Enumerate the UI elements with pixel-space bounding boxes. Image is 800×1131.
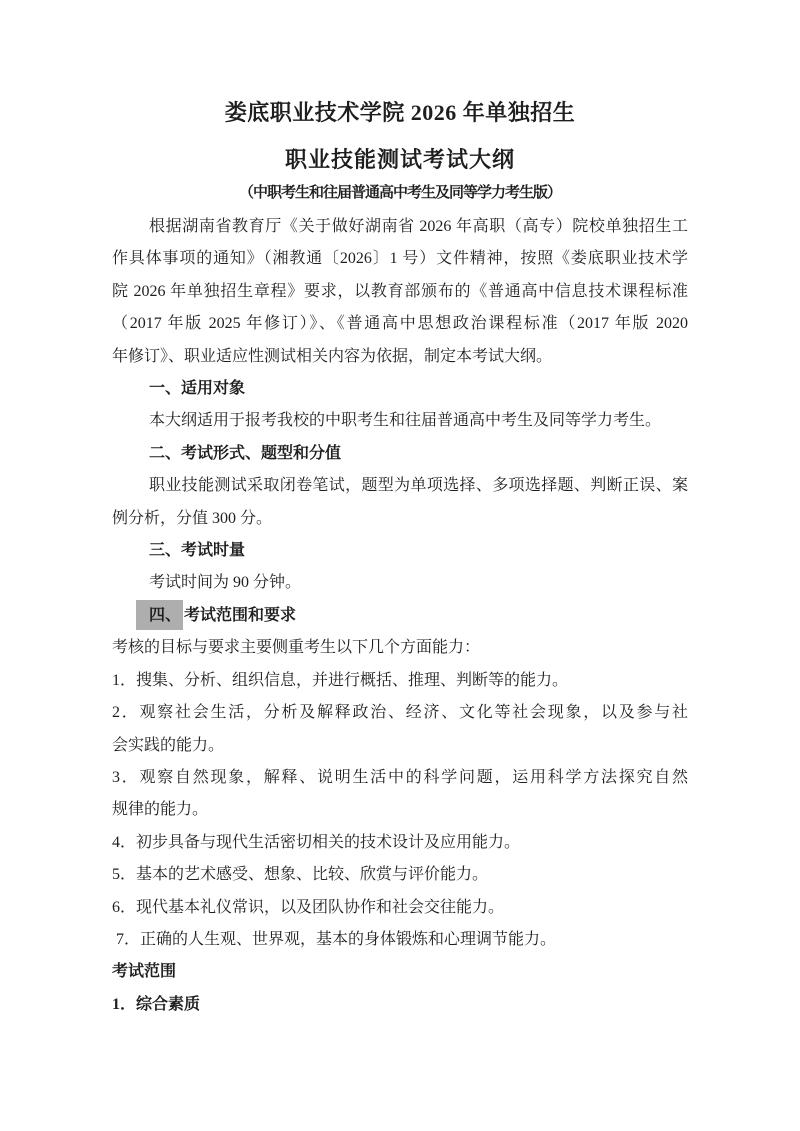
page-title-line1: 娄底职业技术学院 2026 年单独招生 bbox=[224, 100, 576, 125]
section-heading-3: 三、考试时量 bbox=[149, 542, 246, 560]
requirements-intro: 考核的目标与要求主要侧重考生以下几个方面能力： bbox=[112, 639, 481, 657]
intro-paragraph-line: 作具体事项的通知》（湘教通〔2026〕1 号）文件精神，按照《娄底职业技术学 bbox=[112, 250, 688, 268]
section-heading-2: 二、考试形式、题型和分值 bbox=[149, 444, 342, 462]
section-2-paragraph-line: 职业技能测试采取闭卷笔试，题型为单项选择、多项选择题、判断正误、案 bbox=[149, 477, 688, 495]
intro-paragraph-line: （2017 年版 2025 年修订）》、《普通高中思想政治课程标准（2017 年版 2020 bbox=[112, 315, 688, 333]
ability-item-2-line: 2．观察社会生活，分析及解释政治、经济、文化等社会现象，以及参与社 bbox=[112, 704, 688, 722]
exam-scope-item-1: 1．综合素质 bbox=[112, 995, 201, 1013]
section-heading-1: 一、适用对象 bbox=[149, 380, 246, 398]
section-3-paragraph: 考试时间为 90 分钟。 bbox=[149, 574, 302, 592]
ability-item-3-line: 规律的能力。 bbox=[112, 801, 209, 819]
exam-scope-heading: 考试范围 bbox=[112, 963, 177, 981]
section-2-paragraph-line: 例分析，分值 300 分。 bbox=[112, 509, 273, 527]
section-1-paragraph: 本大纲适用于报考我校的中职考生和往届普通高中考生及同等学力考生。 bbox=[149, 412, 662, 430]
intro-paragraph-line: 院 2026 年单独招生章程》要求，以教育部颁布的《普通高中信息技术课程标准 bbox=[112, 282, 688, 300]
ability-item-2-line: 会实践的能力。 bbox=[112, 736, 225, 754]
document-body bbox=[112, 211, 688, 1021]
highlight-marker: 四、 bbox=[136, 600, 183, 630]
document-content bbox=[112, 96, 688, 1021]
page-subtitle: （中职考生和往届普通高中考生及同等学力考生版） bbox=[238, 185, 561, 201]
ability-item-4: 4．初步具备与现代生活密切相关的技术设计及应用能力。 bbox=[112, 833, 521, 851]
ability-item-3-line: 3．观察自然现象，解释、说明生活中的科学问题，运用科学方法探究自然 bbox=[112, 768, 688, 786]
heading-text: 考试范围和要求 bbox=[184, 606, 297, 624]
ability-item-7: 7．正确的人生观、世界观，基本的身体锻炼和心理调节能力。 bbox=[112, 930, 557, 948]
ability-item-6: 6．现代基本礼仪常识，以及团队协作和社会交往能力。 bbox=[112, 898, 505, 916]
ability-item-5: 5．基本的艺术感受、想象、比较、欣赏与评价能力。 bbox=[112, 866, 489, 884]
intro-paragraph-line: 根据湖南省教育厅《关于做好湖南省 2026 年高职（高专）院校单独招生工 bbox=[149, 218, 688, 235]
ability-item-1: 1．搜集、分析、组织信息，并进行概括、推理、判断等的能力。 bbox=[112, 671, 569, 689]
section-heading-4 bbox=[112, 600, 688, 632]
page-title-line2: 职业技能测试考试大纲 bbox=[284, 147, 515, 172]
intro-paragraph-line: 年修订》、职业适应性测试相关内容为依据，制定本考试大纲。 bbox=[112, 347, 553, 365]
